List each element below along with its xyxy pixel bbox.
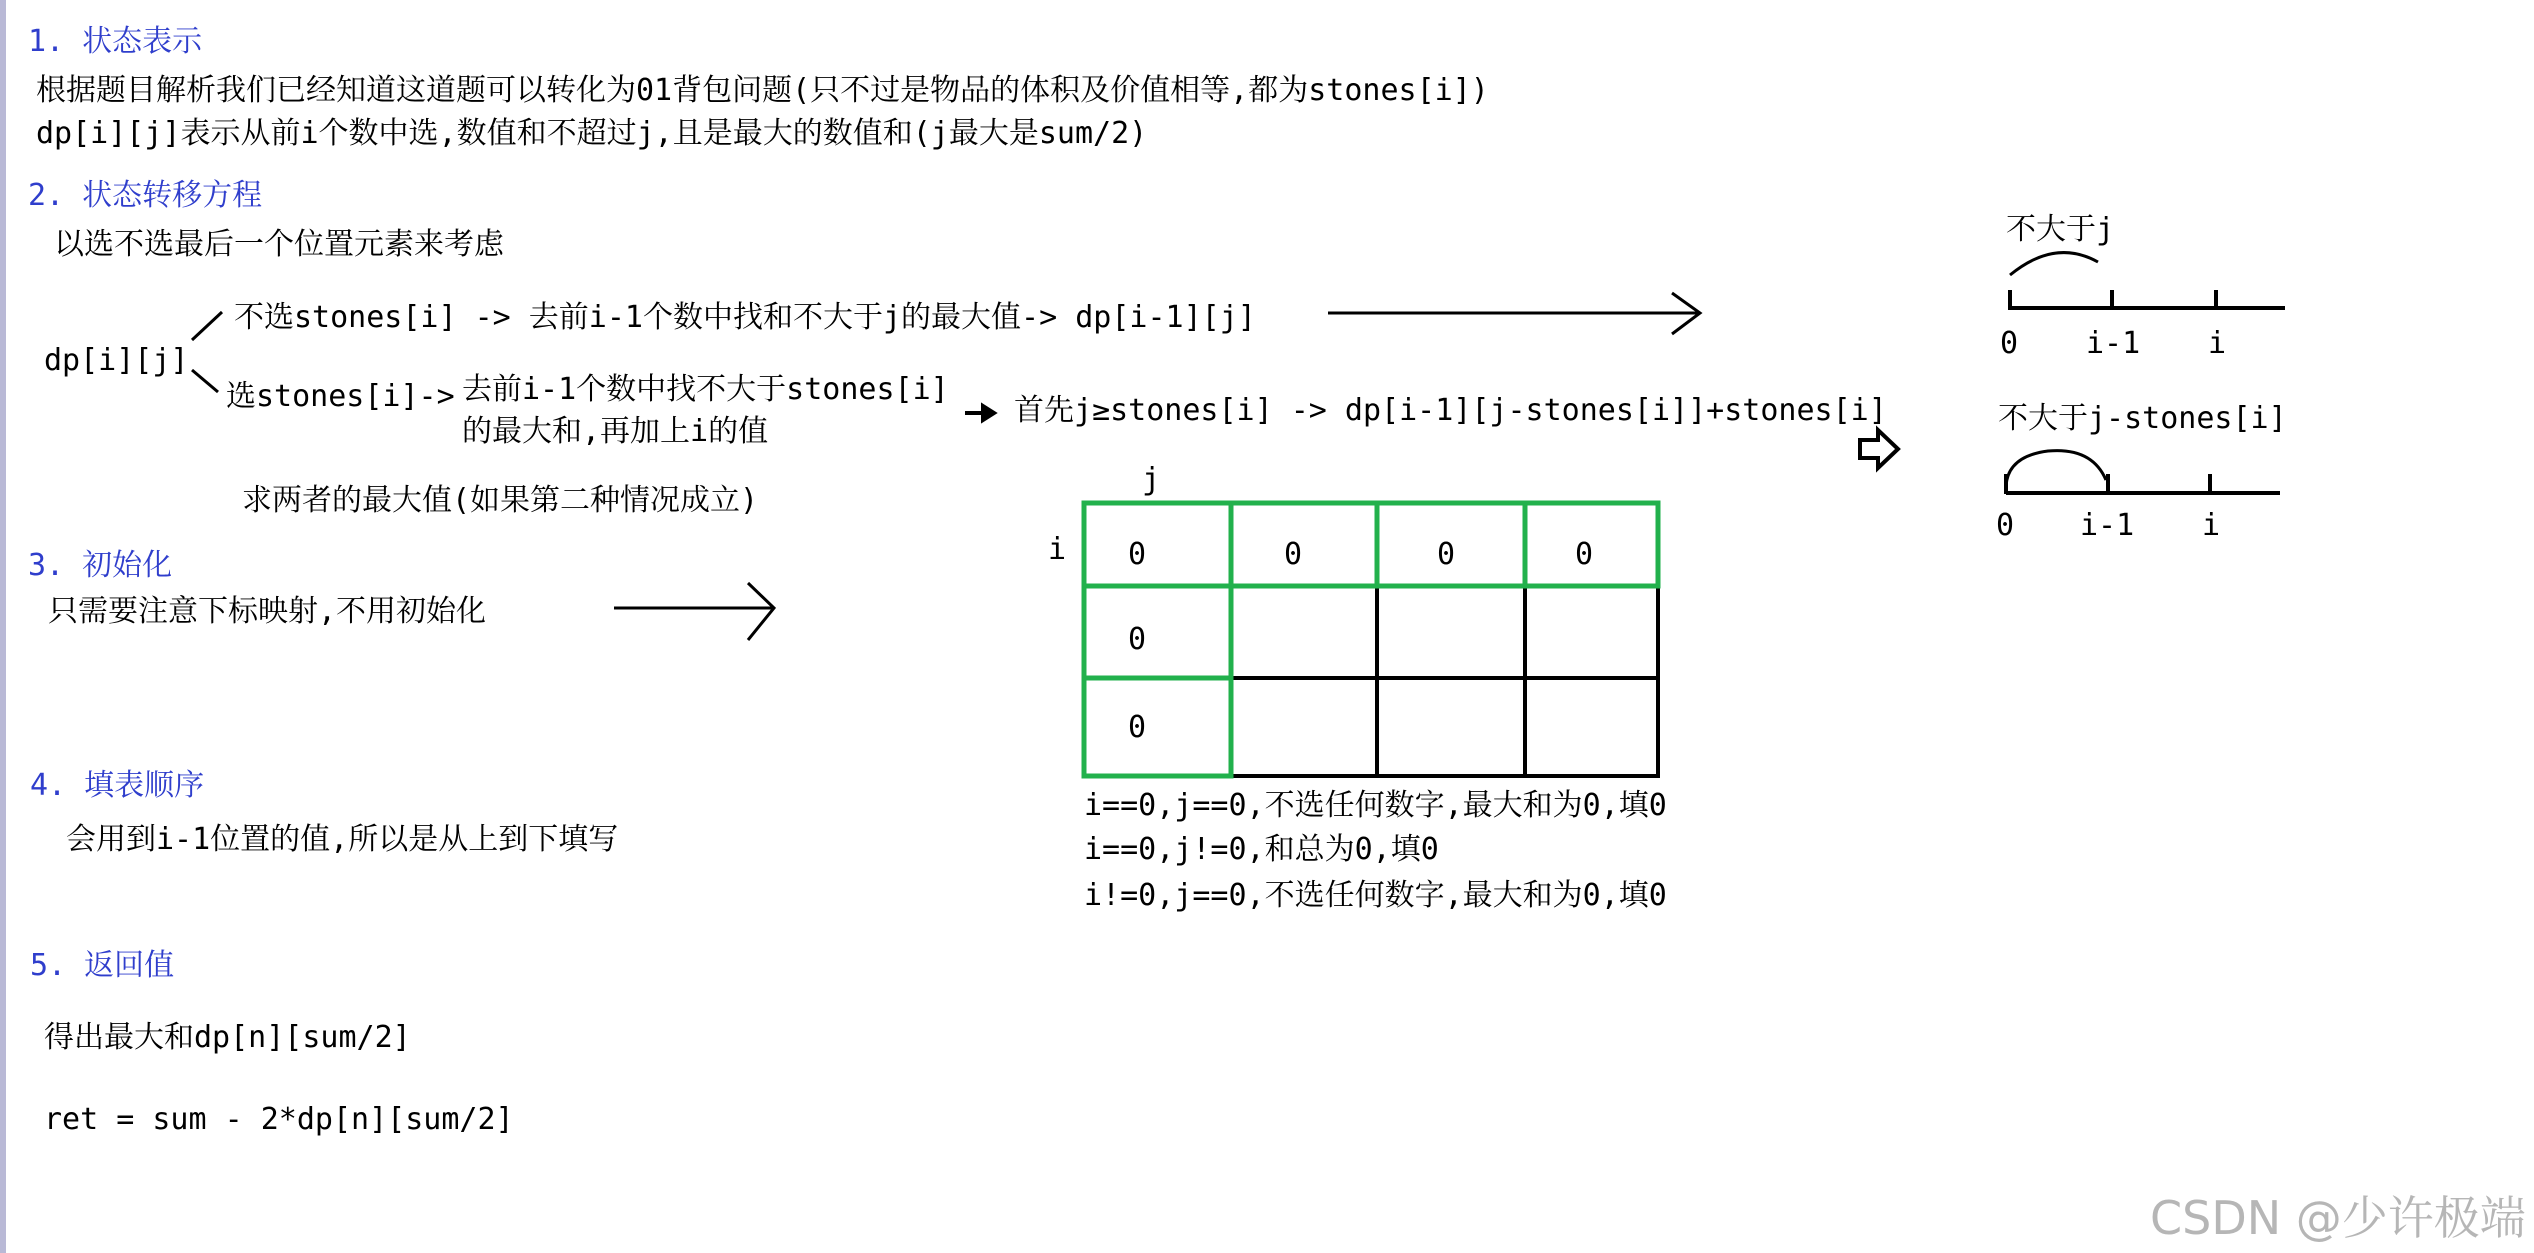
table-cell-r0-c3: 0 — [1575, 537, 1594, 572]
number-line-top-tick-0: 0 — [2000, 326, 2019, 361]
number-line-bottom-tick-i: i — [2202, 508, 2221, 543]
table-note-1: i==0,j==0,不选任何数字,最大和为0,填0 — [1084, 788, 1667, 823]
section-1-line-1: 根据题目解析我们已经知道这道题可以转化为01背包问题(只不过是物品的体积及价值相等,都为stones[i]) — [36, 73, 1489, 108]
number-line-top — [2010, 253, 2285, 310]
section-3-title: 3. 初始化 — [28, 548, 173, 583]
section-5-title: 5. 返回值 — [30, 948, 175, 983]
section-5-text-1: 得出最大和dp[n][sum/2] — [44, 1020, 411, 1055]
section-1-title: 1. 状态表示 — [28, 24, 203, 59]
branch-select: 选stones[i]-> — [226, 379, 455, 414]
section-1-line-2: dp[i][j]表示从前i个数中选,数值和不超过j,且是最大的数值和(j最大是sum/2) — [36, 116, 1148, 151]
number-line-bottom — [2006, 451, 2280, 494]
table-note-2: i==0,j!=0,和总为0,填0 — [1084, 832, 1439, 867]
number-line-bottom-label: 不大于j-stones[i] — [1998, 401, 2287, 436]
table-cell-r0-c0: 0 — [1128, 537, 1147, 572]
section-5-text-2: ret = sum - 2*dp[n][sum/2] — [44, 1102, 514, 1137]
branch-line-down — [192, 370, 218, 392]
arrow-init — [614, 583, 774, 640]
max-of-two: 求两者的最大值(如果第二种情况成立) — [242, 483, 759, 518]
table-note-3: i!=0,j==0,不选任何数字,最大和为0,填0 — [1084, 878, 1667, 913]
section-4-title: 4. 填表顺序 — [30, 768, 205, 803]
arrow-small — [965, 406, 994, 420]
section-4-text: 会用到i-1位置的值,所以是从上到下填写 — [66, 822, 619, 857]
table-row-label: i — [1048, 532, 1067, 567]
section-2-intro: 以选不选最后一个位置元素来考虑 — [54, 227, 504, 262]
table-cell-r0-c2: 0 — [1437, 537, 1456, 572]
number-line-top-tick-i: i — [2208, 326, 2227, 361]
table-cell-r0-c1: 0 — [1284, 537, 1303, 572]
number-line-top-label: 不大于j — [2006, 212, 2115, 247]
section-2-title: 2. 状态转移方程 — [28, 178, 263, 213]
table-cell-r1-c0: 0 — [1128, 622, 1147, 657]
table-grid-black — [1231, 586, 1658, 776]
number-line-bottom-tick-i-1: i-1 — [2080, 508, 2135, 543]
arrow-branch1 — [1328, 293, 1700, 334]
branch-select-desc-1: 去前i-1个数中找不大于stones[i] — [462, 372, 949, 407]
watermark: CSDN @少许极端 — [2150, 1191, 2526, 1245]
table-cell-r2-c0: 0 — [1128, 710, 1147, 745]
table-col-label: j — [1142, 462, 1161, 497]
branch-select-condition: 首先j≥stones[i] -> dp[i-1][j-stones[i]]+stones[i] — [1014, 393, 1887, 428]
branch-not-select: 不选stones[i] -> 去前i-1个数中找和不大于j的最大值-> dp[i-1][j] — [234, 300, 1256, 335]
branch-line-up — [192, 312, 222, 340]
dp-label: dp[i][j] — [44, 343, 189, 378]
number-line-bottom-tick-0: 0 — [1996, 508, 2015, 543]
table-grid-green — [1084, 503, 1658, 776]
hollow-arrow — [1860, 430, 1898, 468]
section-3-text: 只需要注意下标映射,不用初始化 — [48, 594, 487, 629]
branch-select-desc-2: 的最大和,再加上i的值 — [462, 414, 769, 449]
number-line-top-tick-i-1: i-1 — [2086, 326, 2141, 361]
